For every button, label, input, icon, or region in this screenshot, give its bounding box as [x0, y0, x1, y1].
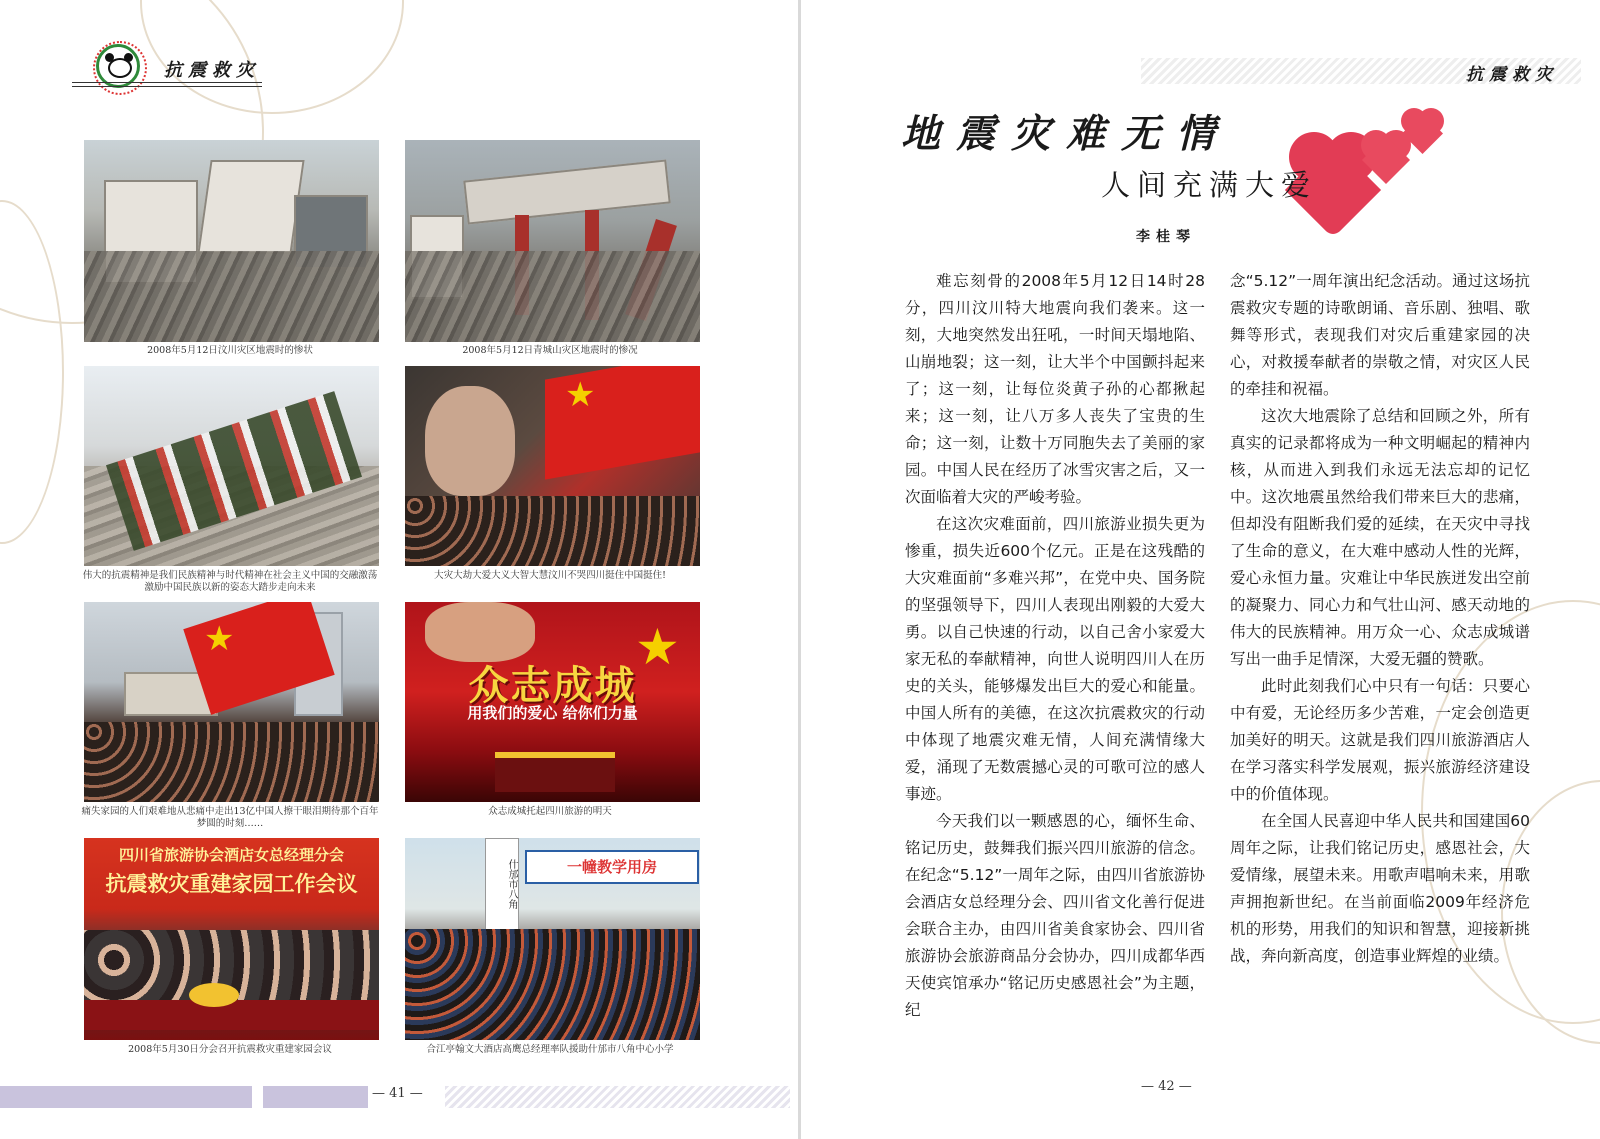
left-page: [0, 0, 798, 1139]
paragraph: 念“5.12”一周年演出纪念活动。通过这场抗震救灾专题的诗歌朗诵、音乐剧、独唱、歌舞等形式，表现我们对灾后重建家园的决心，对救援奉献者的崇敬之情，对灾区人民的牵挂和祝福。: [1230, 272, 1530, 398]
paragraph: 今天我们以一颗感恩的心，缅怀生命、铭记历史，鼓舞我们振兴四川旅游的信念。在纪念“5.12”一周年之际，由四川省旅游协会酒店女总经理分会、四川省文化善行促进会联合主办，由四川省美食家协会、四川省旅游协会旅游商品分会协办，四川成都华西天使宾馆承办“铭记历史感恩社会”为主题，纪: [905, 812, 1205, 1019]
photo-caption: 合江亭翰文大酒店高鹰总经理率队援助什邡市八角中心小学: [426, 1044, 674, 1055]
photo-collage-flag: ★: [405, 366, 700, 566]
paragraph: 此时此刻我们心中只有一句话：只要心中有爱，无论经历多少苦难，一定会创造更加美好的明天。这就是我们四川旅游酒店人在学习落实科学发展观，振兴旅游经济建设中的价值体现。: [1230, 677, 1530, 803]
flower-arrangement: [189, 983, 239, 1007]
photo-crowd-flag: ★: [84, 602, 379, 802]
page-number: — 41 —: [372, 1086, 423, 1101]
poster-subtitle: 用我们的爱心 给你们力量: [467, 704, 638, 722]
paragraph: 在这次灾难面前，四川旅游业损失更为惨重，损失近600个亿元。正是在这残酷的大灾难面前“多难兴邦”，在党中央、国务院的坚强领导下，四川人表现出刚毅的大爱大勇。以自己快速的行动，以自己舍小家爱大家无私的奉献精神，向世人说明四川人在历史的关头，能够爆发出巨大的爱心和能量。中国人所有的美德，在这次抗震救灾的行动中体现了地震灾难无情，人间充满情缘大爱，涌现了无数震撼心灵的可歌可泣的感人事迹。: [905, 515, 1205, 803]
photo-wenchuan-ruins: [84, 140, 379, 342]
photo-soldiers-carrying: [84, 366, 379, 566]
article-title-line2: 人间充满大爱: [1101, 168, 1318, 202]
header-rule: [72, 82, 262, 87]
tiananmen-silhouette: [495, 752, 615, 792]
school-name-sign: 什邡市八角: [485, 838, 519, 930]
photo-meeting: [84, 838, 379, 1040]
fist: [425, 602, 535, 662]
photo-caption: 2008年5月12日青城山灾区地震时的惨况: [462, 345, 638, 356]
photo-caption: 2008年5月30日分会召开抗震救灾重建家园会议: [128, 1044, 332, 1055]
photo-caption: 大灾大劫大爱大义大智大慧汶川不哭四川挺住中国挺住!: [434, 570, 666, 581]
meeting-banner-line2: 抗震救灾重建家园工作会议: [105, 872, 358, 896]
page-number: — 42 —: [1141, 1079, 1192, 1094]
photo-caption: 众志成城托起四川旅游的明天: [488, 806, 612, 817]
paragraph: 难忘刻骨的2008年5月12日14时28分，四川汶川特大地震向我们袭来。这一刻，大地突然发出狂吼，一时间天塌地陷、山崩地裂；这一刻，让大半个中国颤抖起来了；这一刻，让每位炎黄子孙的心都揪起来；这一刻，让八万多人丧失了宝贵的生命；这一刻，让数十万同胞失去了美丽的家园。中国人民在经历了冰雪灾害之后，又一次面临着大灾的严峻考验。: [905, 272, 1205, 506]
article-author: 李桂琴: [1136, 229, 1196, 245]
child-face: [425, 386, 515, 496]
classroom-sign-text: 一幢教学用房: [566, 858, 657, 876]
paragraph: 这次大地震除了总结和回顾之外，所有真实的记录都将成为一种文明崛起的精神内核，从而进入到我们永远无法忘却的记忆中。这次地震虽然给我们带来巨大的悲痛，但却没有阻断我们爱的延续，在天灾中寻找了生命的意义，在大难中感动人性的光辉，爱心永恒力量。灾难让中华民族迸发出空前的凝聚力、同心力和气壮山河、感天动地的伟大的民族精神。用万众一心、众志成城谱写出一曲手足情深，大爱无疆的赞歌。: [1230, 407, 1530, 668]
paragraph: 在全国人民喜迎中华人民共和国建国60周年之际，让我们铭记历史，感恩社会，大爱情缘，展望未来。用歌声唱响未来，用歌声拥抱新世纪。在当前面临2009年经济危机的形势，用我们的知识和智慧，迎接新挑战，奔向新高度，创造事业辉煌的业绩。: [1230, 812, 1530, 965]
photo-caption: 伟大的抗震精神是我们民族精神与时代精神在社会主义中国的交融激荡激励中国民族以新的姿态大踏步走向未来: [82, 570, 378, 593]
footer-bar: [263, 1086, 368, 1108]
photo-qingchengshan-ruins: [405, 140, 700, 342]
section-title: 抗震救灾: [1466, 65, 1558, 85]
section-title: 抗震救灾: [164, 60, 260, 81]
article-title-line1: 地震灾难无情: [901, 111, 1232, 157]
poster-slogan: 众志成城: [468, 663, 637, 709]
meeting-banner-line1: 四川省旅游协会酒店女总经理分会: [118, 846, 344, 864]
photo-school-children: [405, 838, 700, 1040]
photo-caption: 痛失家园的人们艰难地从悲痛中走出13亿中国人擦干眼泪期待那个百年梦圆的时刻……: [81, 806, 379, 829]
footer-bar: [0, 1086, 252, 1108]
footer-stripe: [445, 1086, 790, 1108]
left-header: [72, 42, 262, 87]
article-column-1: [905, 268, 1205, 1024]
article-column-2: [1230, 268, 1530, 970]
photo-zhongzhichengcheng-poster: ★ 众志成城 用我们的爱心 给你们力量: [405, 602, 700, 802]
photo-caption: 2008年5月12日汶川灾区地震时的惨状: [147, 345, 313, 356]
classroom-sign: [525, 850, 699, 884]
right-page: [801, 0, 1600, 1139]
